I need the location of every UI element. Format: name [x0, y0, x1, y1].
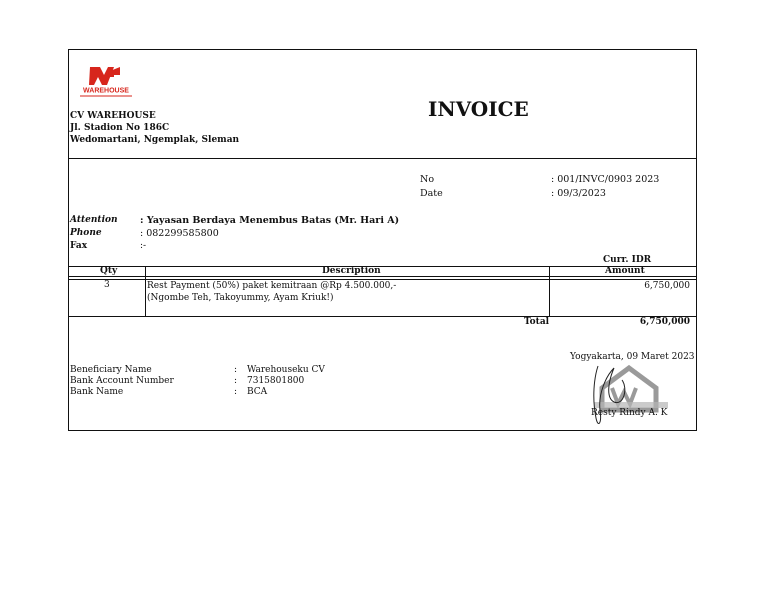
invoice-date: : 09/3/2023	[551, 188, 606, 199]
account-value: 7315801800	[247, 376, 305, 386]
bank-name-value: BCA	[247, 387, 268, 397]
table-double-line	[68, 279, 697, 280]
table-col-divider-2	[549, 266, 550, 316]
warehouse-logo	[76, 65, 136, 101]
bank-name-colon: :	[234, 387, 238, 397]
beneficiary-label: Beneficiary Name	[70, 365, 152, 375]
signature-stamp	[584, 358, 674, 430]
bank-name-label: Bank Name	[70, 387, 124, 397]
company-address-2: Wedomartani, Ngemplak, Sleman	[70, 135, 240, 145]
table-header-bottom-line	[68, 276, 697, 277]
row-qty: 3	[104, 280, 110, 290]
beneficiary-colon: :	[234, 365, 238, 375]
table-top-line	[68, 266, 697, 267]
fax-value: :-	[140, 241, 147, 251]
row-description-line-1: Rest Payment (50%) paket kemitraan @Rp 4.500.000,-	[147, 281, 397, 291]
row-description-line-2: (Ngombe Teh, Takoyummy, Ayam Kriuk!)	[147, 293, 334, 303]
company-name: CV WAREHOUSE	[70, 111, 156, 121]
logo-text: WAREHOUSE	[83, 87, 129, 95]
total-label: Total	[524, 317, 550, 327]
beneficiary-value: Warehouseku CV	[247, 365, 325, 375]
company-address-1: Jl. Stadion No 186C	[70, 123, 170, 133]
total-value: 6,750,000	[639, 317, 690, 327]
invoice-title: INVOICE	[428, 97, 529, 121]
account-colon: :	[234, 376, 238, 386]
phone-label: Phone	[70, 228, 102, 238]
fax-label: Fax	[70, 241, 88, 251]
date-label: Date	[420, 188, 443, 199]
table-col-divider-1	[145, 266, 146, 316]
currency-label: Curr. IDR	[603, 255, 652, 265]
attention-label: Attention	[70, 215, 118, 225]
phone-value: : 082299585800	[140, 228, 219, 239]
amount-header: Amount	[605, 266, 645, 276]
table-bottom-line	[68, 316, 697, 317]
signature-place-date: Yogyakarta, 09 Maret 2023	[570, 352, 695, 362]
account-label: Bank Account Number	[70, 376, 174, 386]
header-divider	[68, 158, 697, 159]
description-header: Description	[322, 266, 381, 276]
no-label: No	[420, 174, 435, 185]
qty-header: Qty	[100, 266, 118, 276]
invoice-number: : 001/INVC/0903 2023	[551, 174, 660, 185]
signer-name: Resty Rindy A. K	[591, 408, 668, 418]
row-amount: 6,750,000	[644, 281, 690, 291]
attention-value: : Yayasan Berdaya Menembus Batas (Mr. Hari A)	[140, 215, 400, 226]
